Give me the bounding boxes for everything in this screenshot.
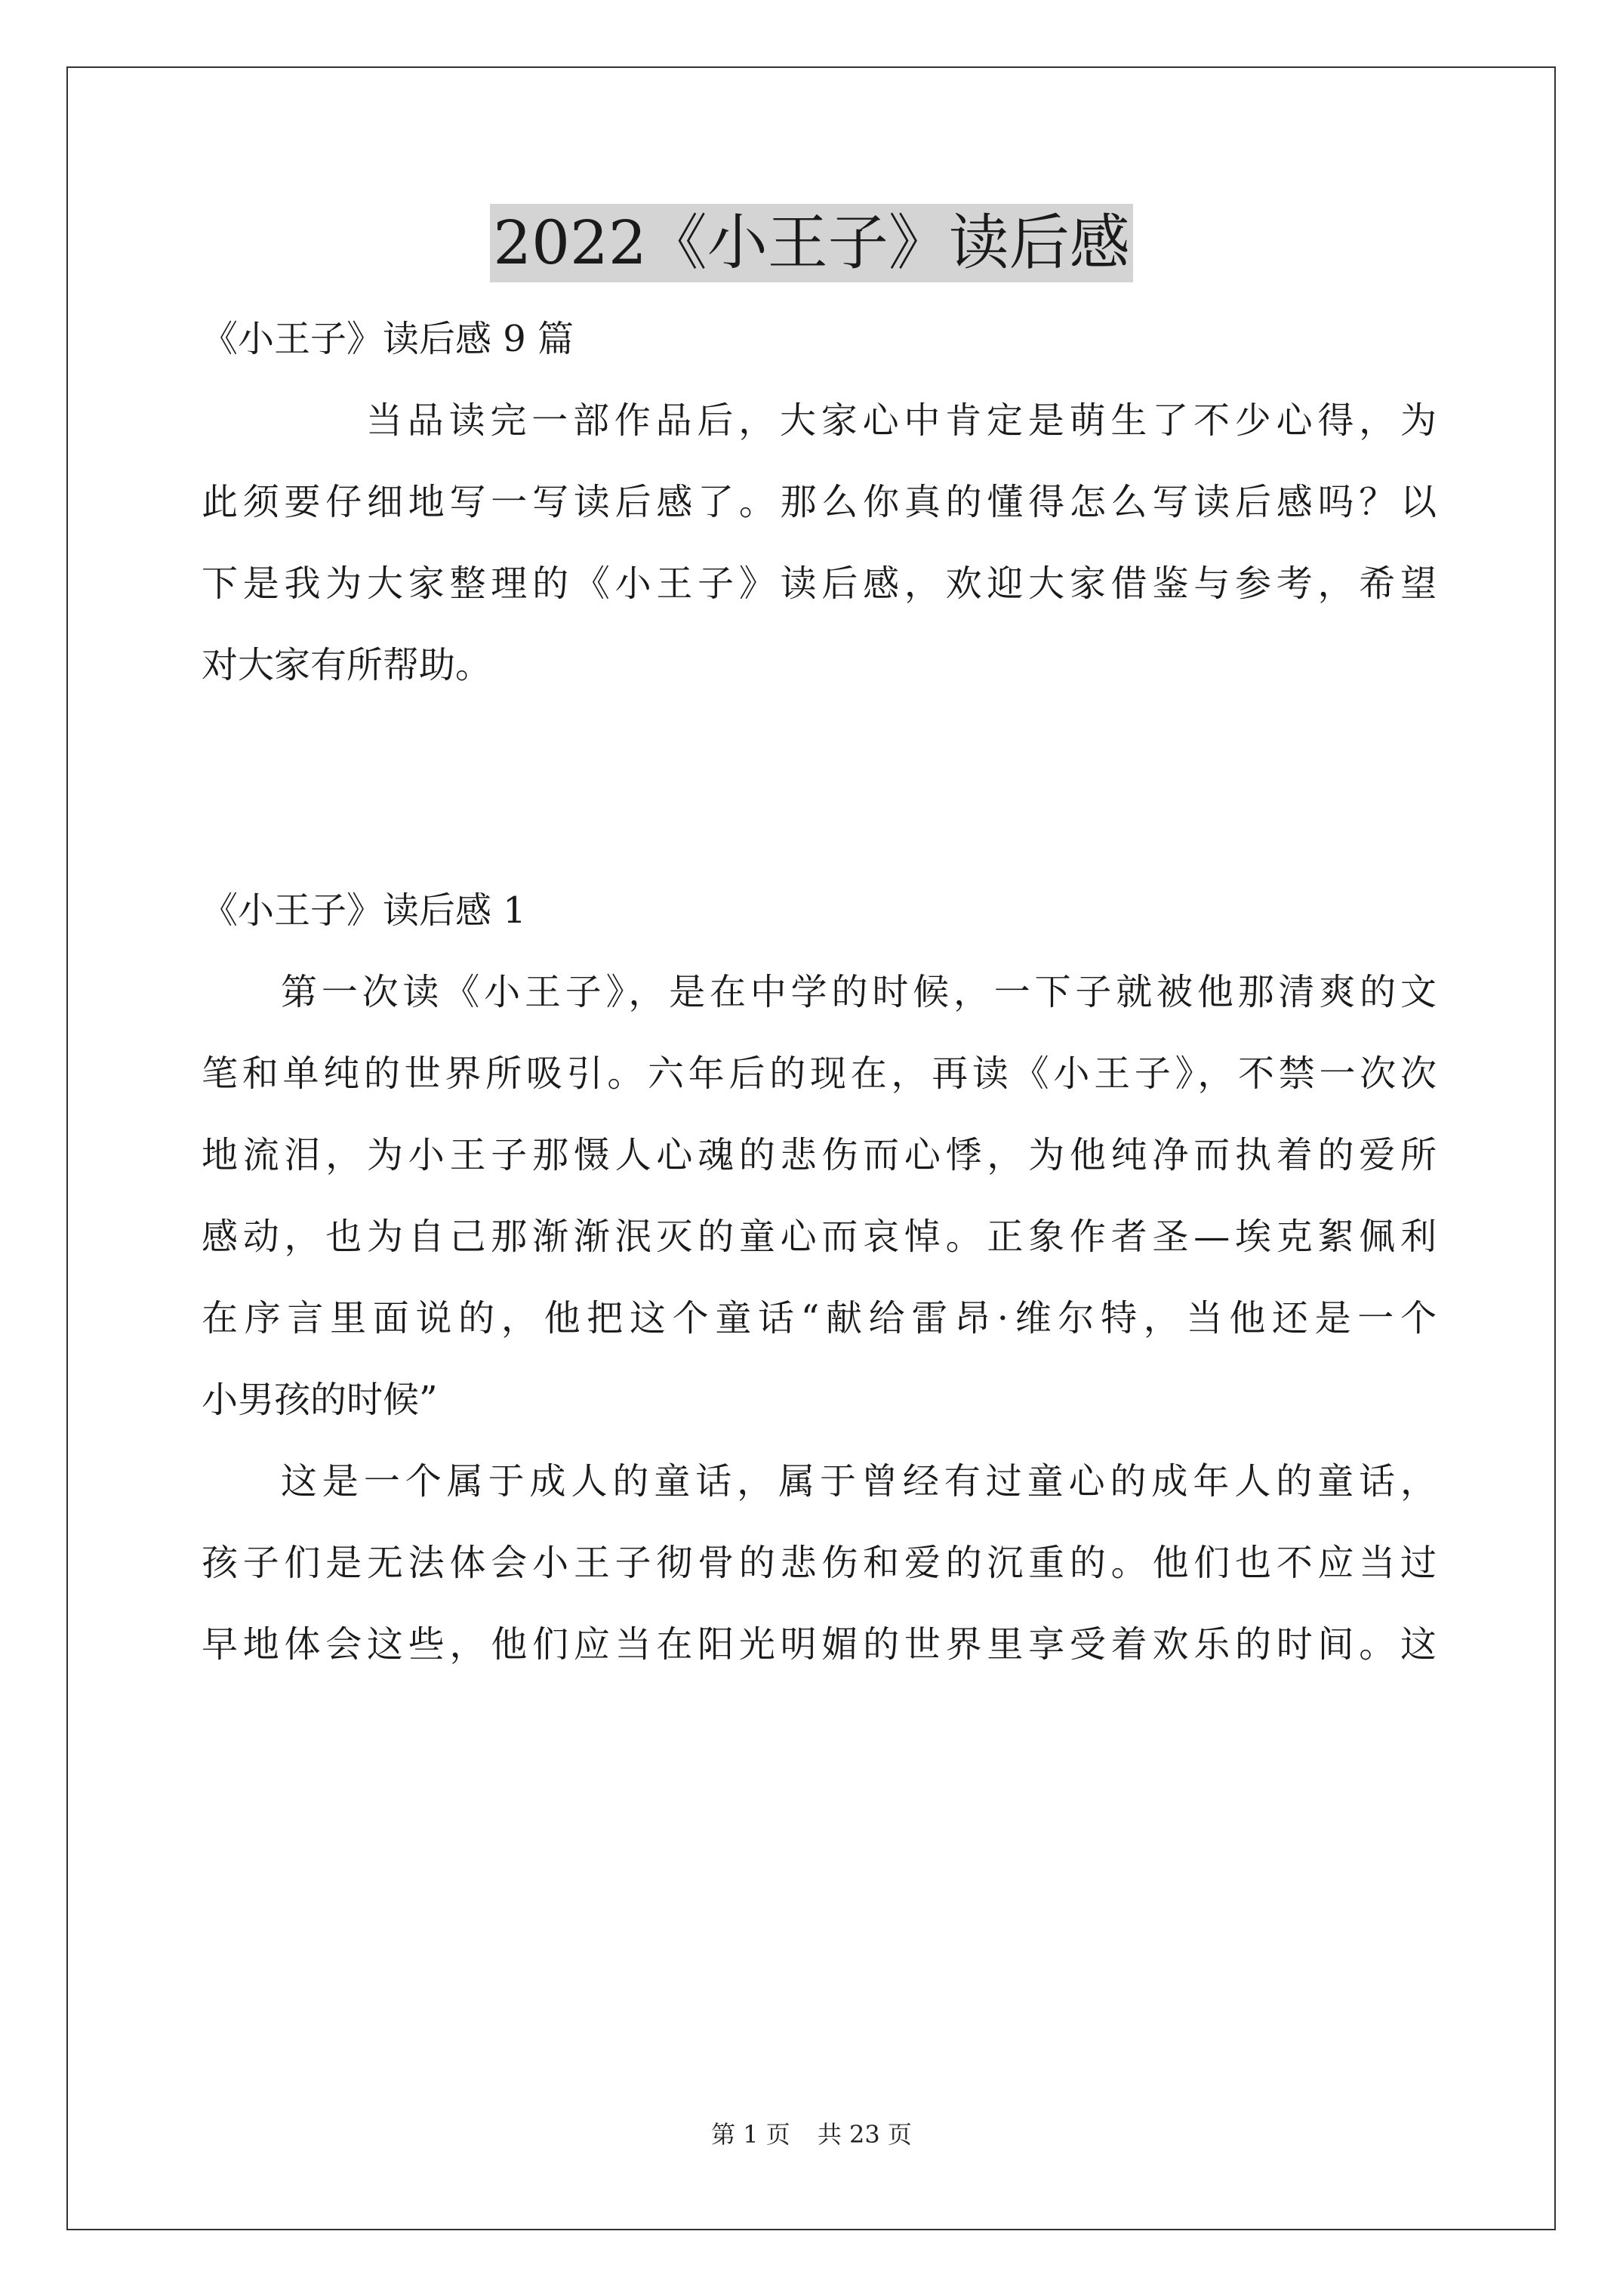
- intro-line: 当品读完一部作品后，大家心中肯定是萌生了不少心得，为: [366, 399, 1437, 442]
- document-title: 2022《小王子》读后感: [490, 204, 1133, 282]
- intro-line: 此须要仔细地写一写读后感了。那么你真的懂得怎么写读后感吗？以: [202, 481, 1437, 523]
- paragraph-line: 笔和单纯的世界所吸引。六年后的现在，再读《小王子》，不禁一次次: [202, 1052, 1437, 1095]
- paragraph-line: 孩子们是无法体会小王子彻骨的悲伤和爱的沉重的。他们也不应当过: [202, 1542, 1437, 1584]
- paragraph-line: 在序言里面说的，他把这个童话“献给雷昂·维尔特，当他还是一个: [202, 1297, 1437, 1339]
- paragraph-line: 感动，也为自己那渐渐泯灭的童心而哀悼。正象作者圣—埃克絮佩利: [202, 1216, 1437, 1258]
- page-total: 共 23 页: [817, 2120, 912, 2149]
- paragraph-line: 早地体会这些，他们应当在阳光明媚的世界里享受着欢乐的时间。这: [202, 1623, 1437, 1666]
- document-subtitle: 《小王子》读后感 9 篇: [202, 318, 574, 360]
- title-container: [0, 204, 1623, 282]
- document-body: [202, 298, 1437, 1685]
- paragraph-line: 小男孩的时候”: [202, 1379, 438, 1421]
- section-heading: 《小王子》读后感 1: [202, 889, 526, 932]
- page-footer: [0, 2119, 1623, 2150]
- intro-line: 对大家有所帮助。: [202, 644, 492, 686]
- section-spacer: [202, 706, 1437, 870]
- paragraph-line: 第一次读《小王子》，是在中学的时候，一下子就被他那清爽的文: [281, 971, 1437, 1013]
- paragraph-line: 这是一个属于成人的童话，属于曾经有过童心的成年人的童话，: [281, 1460, 1437, 1502]
- intro-line: 下是我为大家整理的《小王子》读后感，欢迎大家借鉴与参考，希望: [202, 562, 1437, 605]
- paragraph-line: 地流泪，为小王子那慑人心魂的悲伤而心悸，为他纯净而执着的爱所: [202, 1134, 1437, 1176]
- page-number: 第 1 页: [711, 2120, 790, 2149]
